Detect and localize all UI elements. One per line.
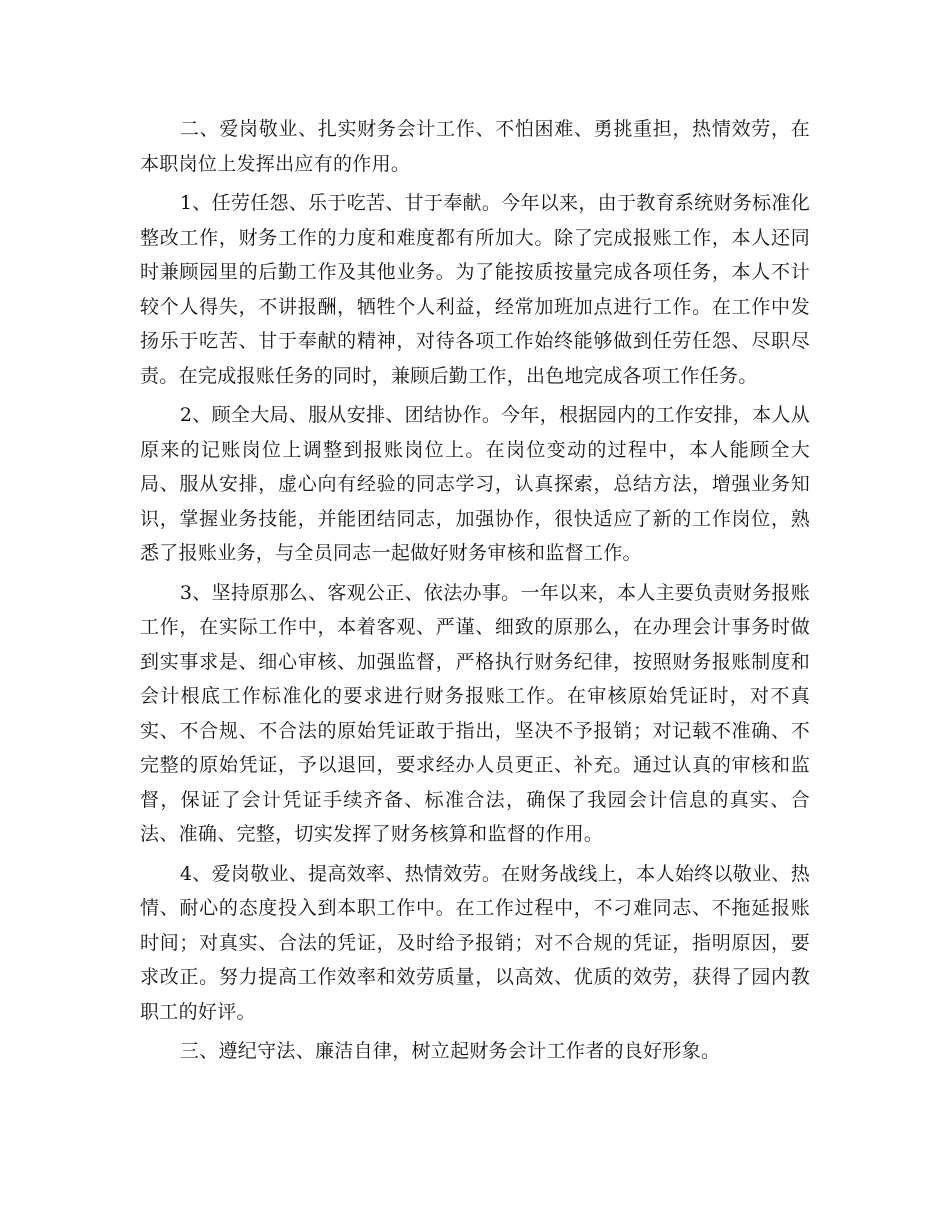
section-heading-three: 三、遵纪守法、廉洁自律，树立起财务会计工作者的良好形象。 xyxy=(179,1040,721,1062)
paragraph-item-3: 3、坚持原那么、客观公正、依法办事。一年以来，本人主要负责财务报账工作，在实际工作中，本着客观、严谨、细致的原那么，在办理会计事务时做到实事求是、细心审核、加强监督，严格执行财务纪律，按照财务报账制度和会计根底工作标准化的要求进行财务报账工作。在审核原始凭证时，对不真实、不合规、不合法的原始凭证敢于指出，坚决不予报销；对记载不准确、不完整的原始凭证，予以退回，要求经办人员更正、补充。通过认真的审核和监督，保证了会计凭证手续齐备、标准合法，确保了我园会计信息的真实、合法、准确、完整，切实发挥了财务核算和监督的作用。 xyxy=(140,581,810,845)
paragraph-item-4: 4、爱岗敬业、提高效率、热情效劳。在财务战线上，本人始终以敬业、热情、耐心的态度投入到本职工作中。在工作过程中，不刁难同志、不拖延报账时间；对真实、合法的凭证，及时给予报销；对不合规的凭证，指明原因，要求改正。努力提高工作效率和效劳质量，以高效、优质的效劳，获得了园内教职工的好评。 xyxy=(140,862,810,1023)
paragraph-item-2: 2、顾全大局、服从安排、团结协作。今年，根据园内的工作安排，本人从原来的记账岗位上调整到报账岗位上。在岗位变动的过程中，本人能顾全大局、服从安排，虚心向有经验的同志学习，认真探索，总结方法，增强业务知识，掌握业务技能，并能团结同志，加强协作，很快适应了新的工作岗位，熟悉了报账业务，与全员同志一起做好财务审核和监督工作。 xyxy=(140,404,810,564)
section-heading-two: 二、爱岗敬业、扎实财务会计工作、不怕困难、勇挑重担，热情效劳，在本职岗位上发挥出应有的作用。 xyxy=(140,118,810,175)
paragraph-item-1: 1、任劳任怨、乐于吃苦、甘于奉献。今年以来，由于教育系统财务标准化整改工作，财务工作的力度和难度都有所加大。除了完成报账工作，本人还同时兼顾园里的后勤工作及其他业务。为了能按质按量完成各项任务，本人不计较个人得失，不讲报酬，牺牲个人利益，经常加班加点进行工作。在工作中发扬乐于吃苦、甘于奉献的精神，对待各项工作始终能够做到任劳任怨、尽职尽责。在完成报账任务的同时，兼顾后勤工作，出色地完成各项工作任务。 xyxy=(140,192,810,387)
